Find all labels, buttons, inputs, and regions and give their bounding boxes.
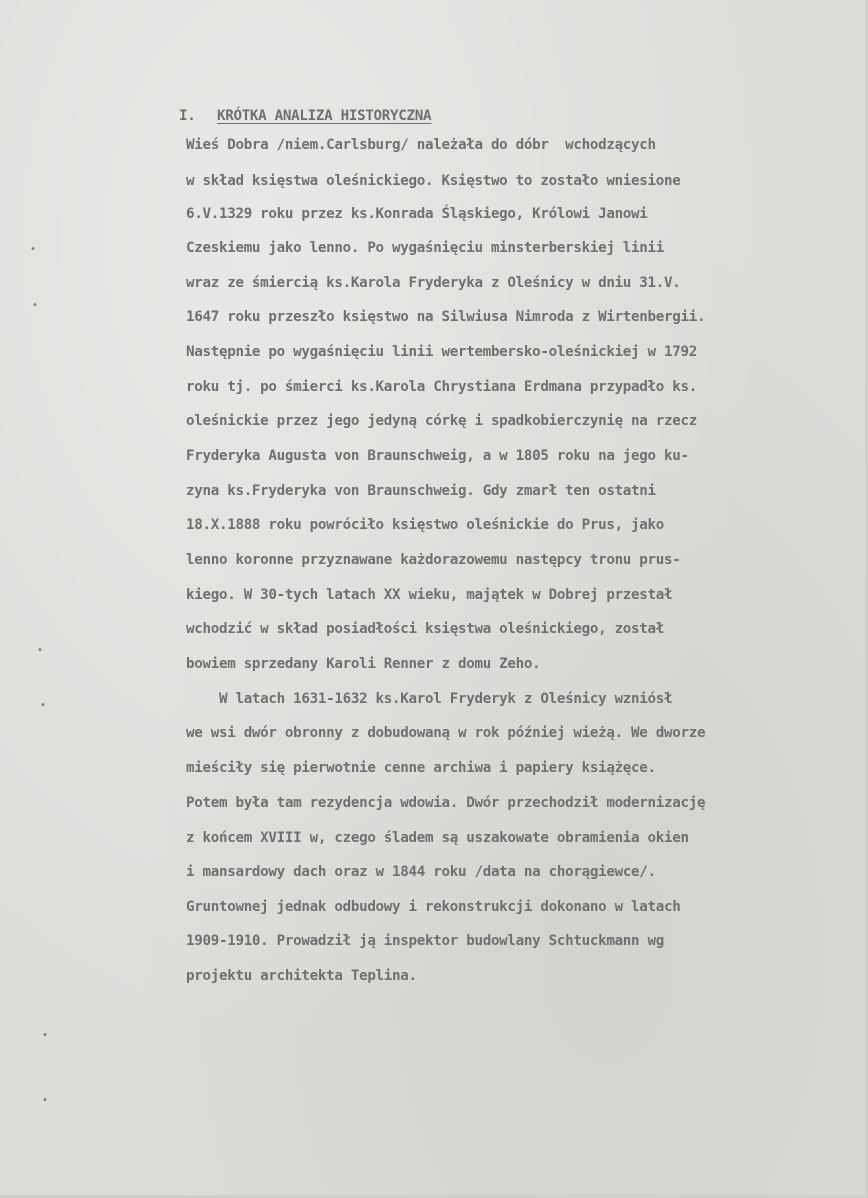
text-line: bowiem sprzedany Karoli Renner z domu Zeho.: [186, 656, 541, 672]
text-line: zyna ks.Fryderyka von Braunschweig. Gdy zmarł ten ostatni: [186, 483, 656, 499]
margin-mark: •: [32, 300, 38, 311]
text-line: kiego. W 30-tych latach XX wieku, majątek w Dobrej przestał: [186, 587, 673, 603]
text-line: Czeskiemu jako lenno. Po wygaśnięciu minsterberskiej linii: [186, 240, 665, 256]
section-number: I.: [178, 108, 196, 124]
text-line: i mansardowy dach oraz w 1844 roku /data na chorągiewce/.: [186, 864, 656, 880]
text-line: W latach 1631-1632 ks.Karol Fryderyk z Oleśnicy wzniósł: [186, 691, 673, 707]
text-line: 1647 roku przeszło księstwo na Silwiusa Nimroda z Wirtenbergii.: [186, 309, 706, 325]
margin-mark: •: [30, 244, 36, 255]
text-line: Wieś Dobra /niem.Carlsburg/ należała do dóbr wchodzących: [186, 137, 656, 153]
text-line: lenno koronne przyznawane każdorazowemu następcy tronu prus-: [186, 552, 681, 568]
text-line: 18.X.1888 roku powróciło księstwo oleśnickie do Prus, jako: [186, 517, 665, 533]
text-line: roku tj. po śmierci ks.Karola Chrystiana Erdmana przypadło ks.: [186, 379, 697, 395]
text-line: mieściły się pierwotnie cenne archiwa i papiery książęce.: [186, 760, 656, 776]
text-line: 1909-1910. Prowadził ją inspektor budowlany Schtuckmann wg: [186, 933, 665, 949]
section-heading: [146, 92, 431, 140]
text-line: projektu architekta Teplina.: [186, 968, 417, 984]
text-line: Fryderyka Augusta von Braunschweig, a w 1805 roku na jego ku-: [186, 448, 689, 464]
section-title: KRÓTKA ANALIZA HISTORYCZNA: [216, 108, 432, 124]
margin-mark: •: [40, 700, 46, 711]
text-line: Gruntownej jednak odbudowy i rekonstrukcji dokonano w latach: [186, 899, 681, 915]
text-line: Potem była tam rezydencja wdowia. Dwór przechodził modernizację: [186, 795, 706, 811]
text-line: z końcem XVIII w, czego śladem są uszakowate obramienia okien: [186, 830, 689, 846]
margin-mark: •: [37, 645, 43, 656]
text-line: 6.V.1329 roku przez ks.Konrada Śląskiego, Królowi Janowi: [186, 206, 648, 222]
text-line: wraz ze śmiercią ks.Karola Fryderyka z Oleśnicy w dniu 31.V.: [186, 275, 681, 291]
text-line: w skład księstwa oleśnickiego. Księstwo to zostało wniesione: [186, 173, 681, 189]
margin-mark: •: [42, 1095, 48, 1106]
text-line: we wsi dwór obronny z dobudowaną w rok później wieżą. We dworze: [186, 725, 706, 741]
text-line: Następnie po wygaśnięciu linii wertembersko-oleśnickiej w 1792: [186, 344, 697, 360]
text-line: oleśnickie przez jego jedyną córkę i spadkobierczynię na rzecz: [186, 413, 697, 429]
text-line: wchodzić w skład posiadłości księstwa oleśnickiego, został: [186, 621, 665, 637]
margin-mark: •: [42, 1030, 48, 1041]
